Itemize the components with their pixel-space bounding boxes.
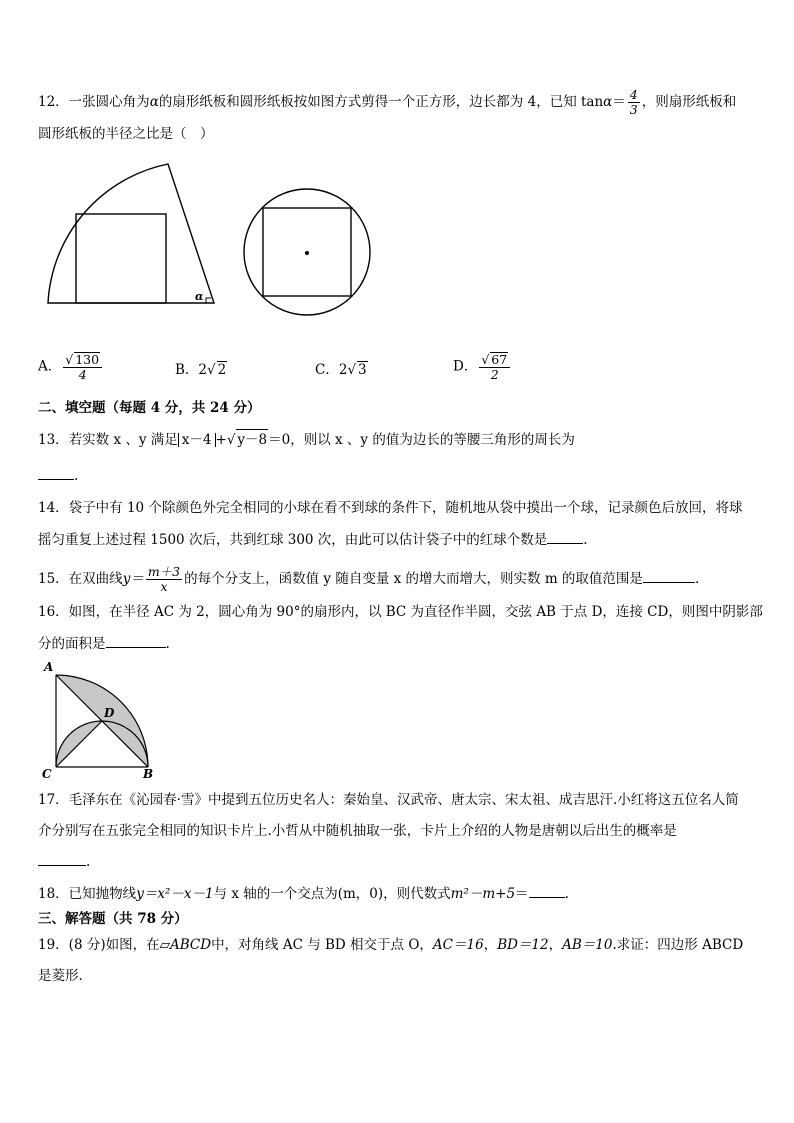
q12-line2: 圆形纸板的半径之比是（ ） <box>38 126 214 142</box>
label-b: B <box>143 767 154 780</box>
option-d[interactable]: D． $\frac{√ 67}{2}$ <box>453 352 512 382</box>
q15-answer-blank[interactable] <box>643 570 695 583</box>
tan-fraction: $\frac{4}{3}$ <box>629 87 638 117</box>
label-c: C <box>42 767 52 780</box>
section-solutions: 三、解答题（共 78 分） <box>38 911 188 927</box>
q13-answer-blank[interactable] <box>38 467 74 480</box>
option-c[interactable]: C．2√ 3 <box>315 362 367 378</box>
center-dot <box>305 251 309 255</box>
option-a[interactable]: A． $\frac{√ 130}{4}$ <box>38 352 104 382</box>
option-b[interactable]: B．2√ 2 <box>175 362 227 378</box>
abs-value: x－4 <box>178 433 216 447</box>
sector-square <box>76 214 166 303</box>
q12-circle-figure <box>243 182 373 317</box>
q14-line2: 摇匀重复上述过程 1500 次后，共到红球 300 次，由此可以估计袋子中的红球个数是 . <box>38 532 588 548</box>
q12-sector-figure <box>44 158 224 308</box>
q17-answer-blank[interactable] <box>38 853 86 866</box>
label-d: D <box>104 706 115 720</box>
section-fill-in: 二、填空题（每题 4 分，共 24 分） <box>38 400 261 416</box>
q17-line2: 介分别写在五张完全相同的知识卡片上.小哲从中随机抽取一张，卡片上介绍的人物是唐朝以后出生的概率是 <box>38 823 677 839</box>
q18-line: 18．已知抛物线y＝x²－x－1与 x 轴的一个交点为(m，0)，则代数式m²－m+5＝ . <box>38 886 569 902</box>
label-a: A <box>44 660 54 674</box>
sector-outline <box>48 164 214 303</box>
q19-line2: 是菱形. <box>38 968 83 984</box>
q18-answer-blank[interactable] <box>529 885 565 898</box>
q12-line1: 12．一张圆心角为α的扇形纸板和圆形纸板按如图方式剪得一个正方形，边长都为 4，已知 tanα＝ $\frac{4}{3}$ ，则扇形纸板和 <box>38 87 737 117</box>
alpha-label: α <box>195 290 204 303</box>
q17-line1: 17．毛泽东在《沁园春·雪》中提到五位历史名人：秦始皇、汉武帝、唐太宗、宋太祖、成吉思汗.小红将这五位名人简 <box>38 792 739 808</box>
q16-figure <box>38 658 163 780</box>
right-angle-mark <box>206 298 211 303</box>
q14-answer-blank[interactable] <box>547 531 583 544</box>
q19-line1: 19．(8 分)如图，在▱ABCD中，对角线 AC 与 BD 相交于点 O，AC＝16，BD＝12，AB＝10.求证：四边形 ABCD <box>38 937 744 953</box>
q14-line1: 14．袋子中有 10 个除颜色外完全相同的小球在看不到球的条件下，随机地从袋中摸出一个球，记录颜色后放回，将球 <box>38 500 743 516</box>
q13-line2: . <box>38 466 78 486</box>
q16-answer-blank[interactable] <box>106 635 166 648</box>
q16-line1: 16．如图，在半径 AC 为 2，圆心角为 90°的扇形内，以 BC 为直径作半圆，交弦 AB 于点 D，连接 CD，则图中阴影部 <box>38 604 763 620</box>
q13-line1: 13．若实数 x 、y 满足 x－4 +√ y－8＝0，则以 x 、y 的值为边长的等腰三角形的周长为 <box>38 429 575 450</box>
q16-line2: 分的面积是 . <box>38 636 170 652</box>
q17-line3: . <box>38 852 90 872</box>
q15-line: 15．在双曲线y＝ $\frac{m+3}{x}$ 的每个分支上，函数值 y 随自变量 x 的增大而增大，则实数 m 的取值范围是 . <box>38 564 700 594</box>
alpha-symbol: α <box>149 94 159 110</box>
